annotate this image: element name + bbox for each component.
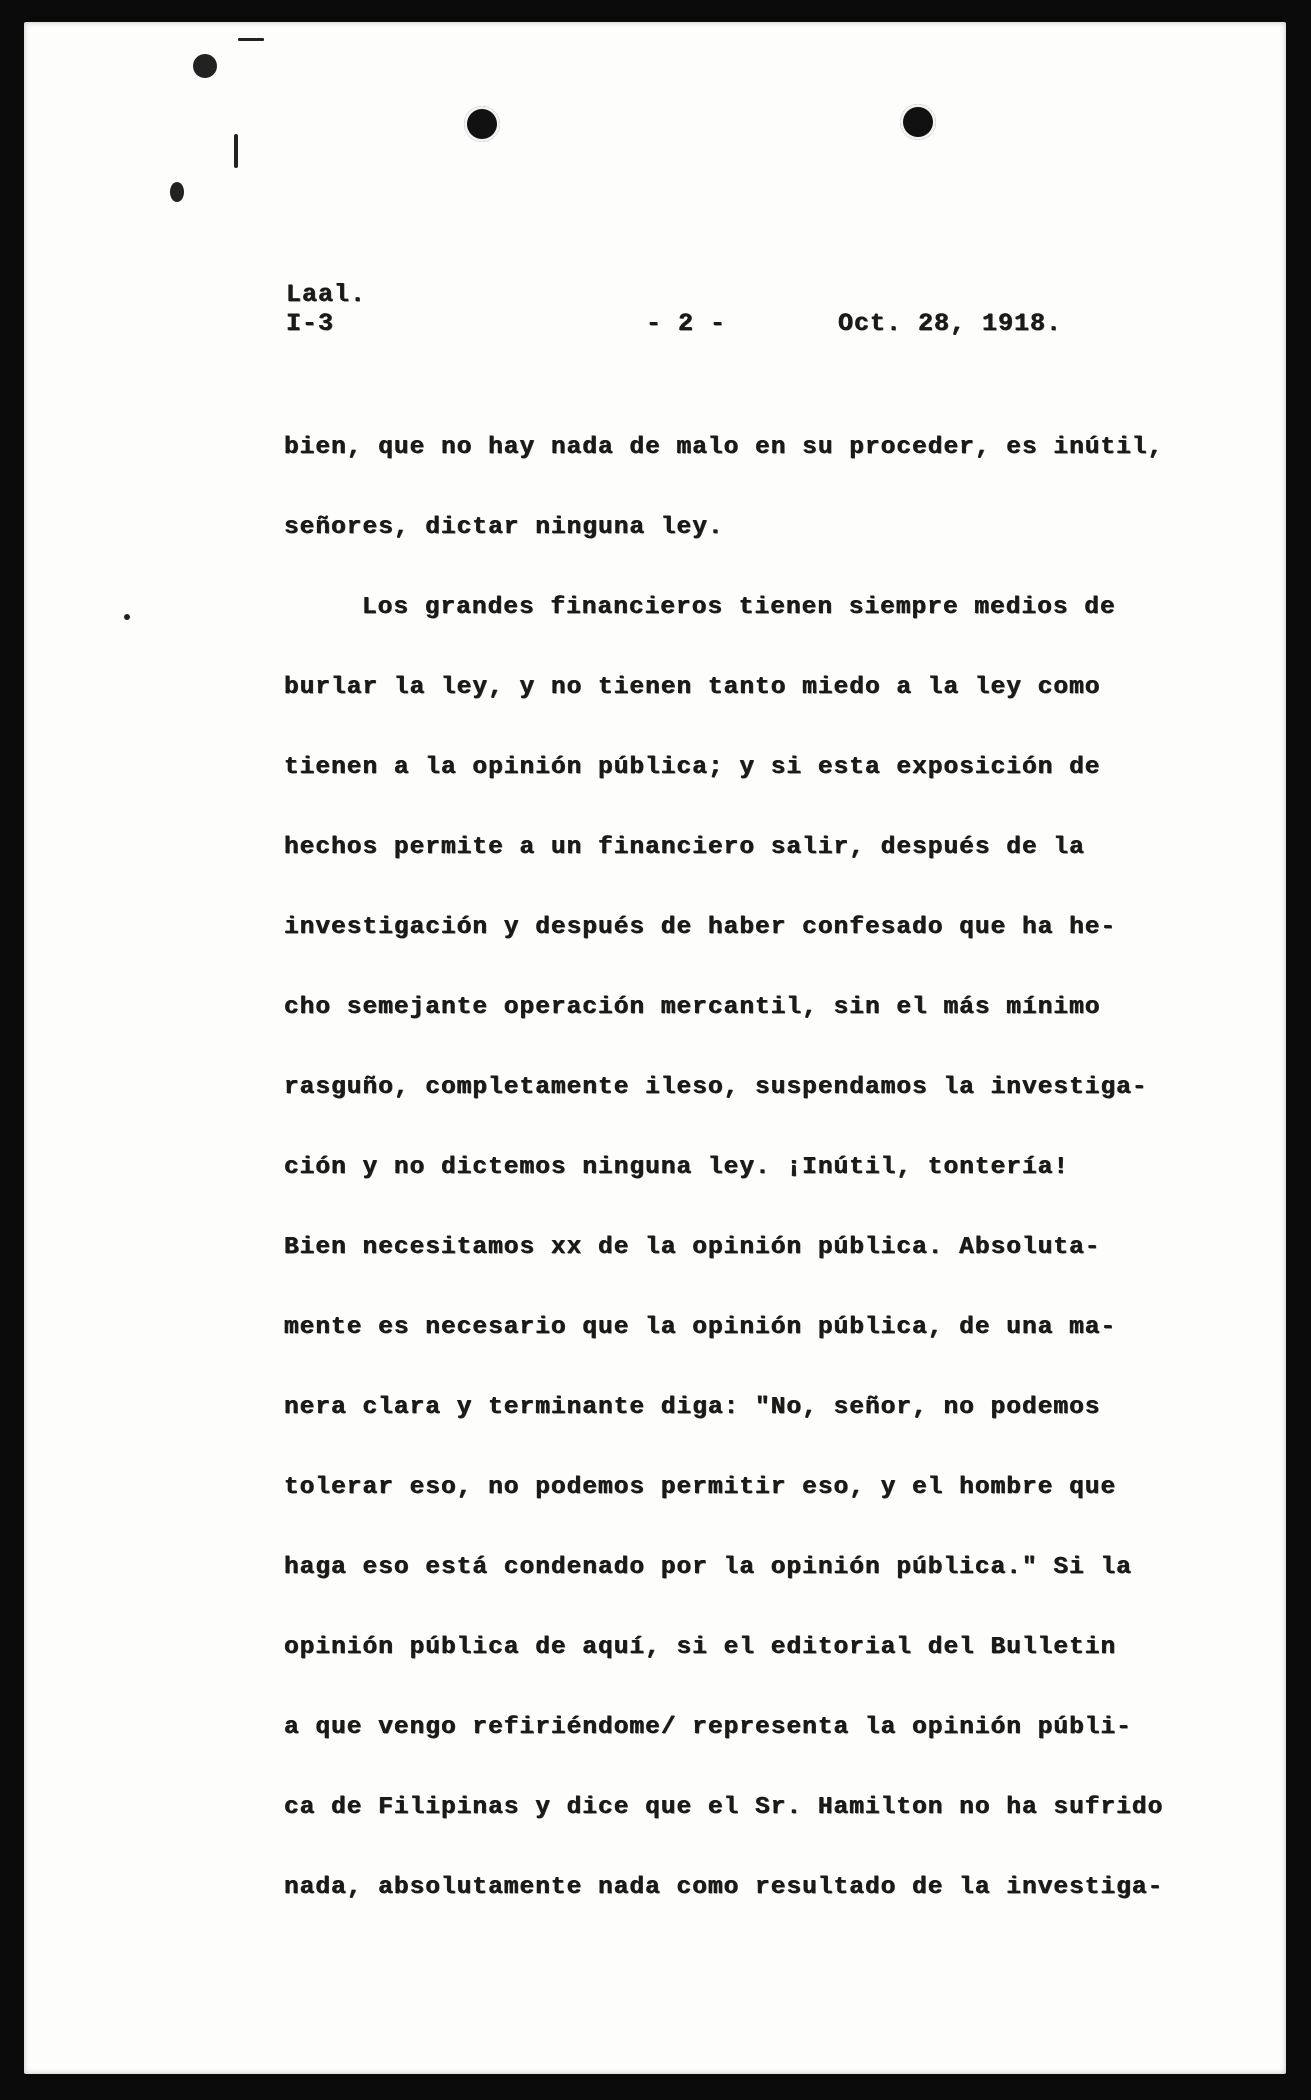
text-line: a que vengo refiriéndome/ representa la opinión públi- [284,1714,1132,1741]
ink-blot [193,54,217,78]
text-line: ca de Filipinas y dice que el Sr. Hamilton no ha sufrido [284,1794,1164,1821]
text-line: cho semejante operación mercantil, sin el más mínimo [284,994,1101,1021]
text-line: tienen a la opinión pública; y si esta exposición de [284,754,1101,781]
ink-blot [170,182,184,202]
punch-hole-right [900,104,936,140]
ink-mark [234,134,238,168]
text-line: tolerar eso, no podemos permitir eso, y el hombre que [284,1474,1117,1501]
text-line: haga eso está condenado por la opinión pública." Si la [284,1554,1132,1581]
text-line: opinión pública de aquí, si el editorial del Bulletin [284,1634,1117,1661]
page-number: - 2 - [646,309,727,338]
text-line: nada, absolutamente nada como resultado de la investiga- [284,1874,1164,1901]
text-line: Los grandes financieros tienen siempre medios de [362,594,1116,621]
reference-code: I-3 [286,309,335,338]
header-left [286,280,366,338]
ink-mark [238,38,264,41]
text-line: rasguño, completamente ileso, suspendamos la investiga- [284,1074,1148,1101]
text-line: ción y no dictemos ninguna ley. ¡Inútil, tontería! [284,1154,1070,1181]
page-header [286,280,1186,350]
text-line: Bien necesitamos xx de la opinión pública. Absoluta- [284,1234,1101,1261]
text-line: bien, que no hay nada de malo en su proceder, es inútil, [284,434,1164,461]
text-line: burlar la ley, y no tienen tanto miedo a la ley como [284,674,1101,701]
text-line: hechos permite a un financiero salir, después de la [284,834,1085,861]
ink-dot [124,614,130,620]
text-line: mente es necesario que la opinión pública, de una ma- [284,1314,1117,1341]
author-code: Laal. [286,280,367,309]
text-line: señores, dictar ninguna ley. [284,514,724,541]
text-line: investigación y después de haber confesado que ha he- [284,914,1117,941]
punch-hole-left [464,106,500,142]
body-text [284,408,1184,1928]
text-line: nera clara y terminante diga: "No, señor, no podemos [284,1394,1101,1421]
document-date: Oct. 28, 1918. [838,309,1063,338]
